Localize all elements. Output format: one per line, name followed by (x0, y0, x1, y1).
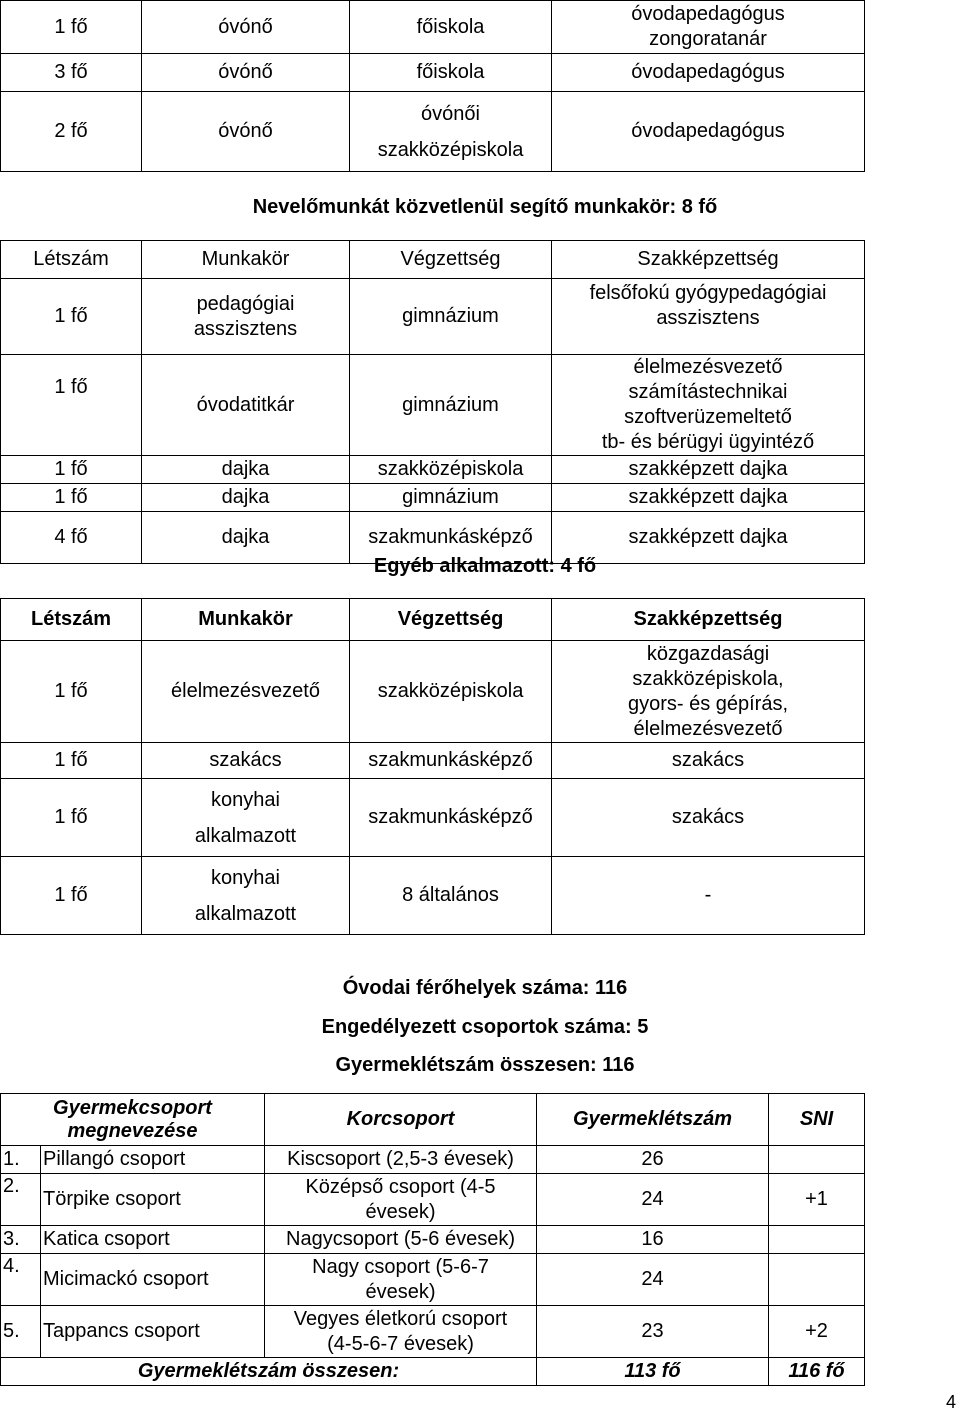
qualification-cell: szakképzett dajka (552, 456, 865, 484)
education-cell: főiskola (350, 1, 552, 54)
qualification-cell: szakképzett dajka (552, 484, 865, 512)
table-header-row (1, 1094, 865, 1146)
education-line: óvónői (421, 102, 480, 125)
count-cell: 1 fő (1, 857, 142, 935)
row-number: 3. (1, 1226, 41, 1254)
count-cell: 1 fő (1, 456, 142, 484)
header-line: Gyermekcsoport (53, 1096, 212, 1119)
header-line: megnevezése (67, 1119, 198, 1142)
role-cell: óvónő (142, 1, 350, 54)
children-total-line: Gyermeklétszám összesen: 116 (335, 1054, 635, 1076)
sni-header: SNI (769, 1094, 865, 1146)
group-name: Törpike csoport (41, 1174, 265, 1226)
age-line: (4-5-6-7 évesek) (327, 1332, 474, 1355)
qualification-line: számítástechnikai (628, 381, 788, 403)
education-cell: gimnázium (350, 355, 552, 456)
role-line: konyhai (211, 788, 280, 811)
qualification-cell: óvodapedagógus (552, 54, 865, 92)
role-cell: dajka (142, 484, 350, 512)
row-number: 4. (1, 1254, 41, 1306)
table-row (1, 1, 865, 54)
table-row (1, 641, 865, 743)
role-cell (142, 857, 350, 935)
sni-count: +1 (769, 1174, 865, 1226)
qualification-line: élelmezésvezető (633, 356, 783, 378)
education-cell: gimnázium (350, 484, 552, 512)
count-cell: 4 fő (1, 512, 142, 564)
role-cell: dajka (142, 512, 350, 564)
age-group-header: Korcsoport (265, 1094, 537, 1146)
groups-table (0, 1093, 865, 1386)
child-count: 24 (537, 1254, 769, 1306)
qualification-cell (552, 355, 865, 456)
qualification-cell (552, 279, 865, 355)
role-cell (142, 779, 350, 857)
child-count: 24 (537, 1174, 769, 1226)
table-row (1, 279, 865, 355)
role-line: konyhai (211, 866, 280, 889)
role-cell: óvónő (142, 92, 350, 172)
table-row (1, 355, 865, 456)
count-cell: 1 fő (1, 1, 142, 54)
capacity-line: Óvodai férőhelyek száma: 116 (342, 977, 628, 999)
total-with-sni: 116 fő (769, 1358, 865, 1386)
role-cell: óvónő (142, 54, 350, 92)
education-cell: 8 általános (350, 857, 552, 935)
header-cell: Munkakör (142, 241, 350, 279)
age-line: Középső csoport (4-5 (305, 1175, 496, 1198)
role-cell: óvodatitkár (142, 355, 350, 456)
group-name: Tappancs csoport (41, 1306, 265, 1358)
role-cell: szakács (142, 743, 350, 779)
qualification-cell: szakács (552, 779, 865, 857)
group-name: Micimackó csoport (41, 1254, 265, 1306)
table-row (1, 779, 865, 857)
qualification-cell: szakképzett dajka (552, 512, 865, 564)
table-row (1, 54, 865, 92)
group-name-header (1, 1094, 265, 1146)
count-cell: 1 fő (1, 641, 142, 743)
header-cell: Végzettség (350, 599, 552, 641)
qualification-line: zongoratanár (649, 28, 767, 50)
qualification-cell: szakács (552, 743, 865, 779)
role-cell: élelmezésvezető (142, 641, 350, 743)
role-cell: dajka (142, 456, 350, 484)
sni-count (769, 1146, 865, 1174)
child-count-header: Gyermeklétszám (537, 1094, 769, 1146)
section2-title: Nevelőmunkát közvetlenül segítő munkakör: 8 fő (252, 196, 718, 218)
header-cell: Létszám (1, 599, 142, 641)
education-cell (350, 92, 552, 172)
education-cell: szakmunkásképző (350, 779, 552, 857)
table-header-row (1, 599, 865, 641)
education-cell: szakmunkásképző (350, 512, 552, 564)
group-name: Pillangó csoport (41, 1146, 265, 1174)
age-line: évesek) (365, 1200, 436, 1223)
sni-count (769, 1226, 865, 1254)
qualification-cell (552, 641, 865, 743)
role-line: asszisztens (193, 317, 298, 340)
role-line: pedagógiai (196, 292, 295, 315)
row-number: 1. (1, 1146, 41, 1174)
sni-count (769, 1254, 865, 1306)
count-cell: 3 fő (1, 54, 142, 92)
qualification-line: közgazdasági (646, 642, 770, 665)
sni-count: +2 (769, 1306, 865, 1358)
count-cell: 1 fő (1, 743, 142, 779)
child-count: 16 (537, 1226, 769, 1254)
education-cell: főiskola (350, 54, 552, 92)
table-row (1, 1254, 865, 1306)
pedagogue-table (0, 0, 865, 172)
table-row (1, 456, 865, 484)
child-count: 26 (537, 1146, 769, 1174)
education-cell: szakmunkásképző (350, 743, 552, 779)
table-row (1, 1174, 865, 1226)
count-cell: 2 fő (1, 92, 142, 172)
table-row (1, 857, 865, 935)
header-cell: Létszám (1, 241, 142, 279)
qualification-line: élelmezésvezető (633, 717, 783, 740)
age-group: Nagycsoport (5-6 évesek) (265, 1226, 537, 1254)
age-group (265, 1254, 537, 1306)
group-name: Katica csoport (41, 1226, 265, 1254)
table-row (1, 92, 865, 172)
qualification-cell: óvodapedagógus (552, 92, 865, 172)
total-child-count: 113 fő (537, 1358, 769, 1386)
other-staff-table (0, 598, 865, 935)
qualification-line: felsőfokú gyógypedagógiai (589, 282, 827, 304)
count-cell: 1 fő (1, 484, 142, 512)
qualification-cell: - (552, 857, 865, 935)
table-row (1, 1146, 865, 1174)
row-number: 5. (1, 1306, 41, 1358)
age-line: Vegyes életkorú csoport (293, 1307, 508, 1330)
qualification-line: óvodapedagógus (631, 3, 785, 25)
assistant-staff-table (0, 240, 865, 564)
header-cell: Szakképzettség (552, 599, 865, 641)
count-cell: 1 fő (1, 355, 142, 456)
age-group (265, 1306, 537, 1358)
age-group: Kiscsoport (2,5-3 évesek) (265, 1146, 537, 1174)
qualification-cell (552, 1, 865, 54)
table-row (1, 743, 865, 779)
role-line: alkalmazott (194, 824, 297, 847)
age-line: évesek) (365, 1280, 436, 1303)
education-cell: gimnázium (350, 279, 552, 355)
age-line: Nagy csoport (5-6-7 (312, 1255, 489, 1278)
education-cell: szakközépiskola (350, 641, 552, 743)
row-number: 2. (1, 1174, 41, 1226)
education-cell: szakközépiskola (350, 456, 552, 484)
role-line: alkalmazott (194, 902, 297, 925)
age-group (265, 1174, 537, 1226)
section3-title: Egyéb alkalmazott: 4 fő (373, 555, 597, 577)
qualification-line: asszisztens (656, 307, 760, 329)
page-number: 4 (945, 1392, 956, 1412)
table-row (1, 1306, 865, 1358)
count-cell: 1 fő (1, 779, 142, 857)
role-cell (142, 279, 350, 355)
qualification-line: gyors- és gépírás, (627, 692, 789, 715)
qualification-line: szoftverüzemeltető (624, 406, 792, 428)
count-cell: 1 fő (1, 279, 142, 355)
total-row (1, 1358, 865, 1386)
total-label: Gyermeklétszám összesen: (1, 1358, 537, 1386)
qualification-line: szakközépiskola, (632, 667, 784, 690)
header-cell: Munkakör (142, 599, 350, 641)
groups-count-line: Engedélyezett csoportok száma: 5 (321, 1016, 649, 1038)
table-row (1, 1226, 865, 1254)
child-count: 23 (537, 1306, 769, 1358)
qualification-line: tb- és bérügyi ügyintéző (601, 431, 815, 453)
header-cell: Szakképzettség (552, 241, 865, 279)
education-line: szakközépiskola (377, 138, 524, 161)
table-header-row (1, 241, 865, 279)
header-cell: Végzettség (350, 241, 552, 279)
table-row (1, 484, 865, 512)
